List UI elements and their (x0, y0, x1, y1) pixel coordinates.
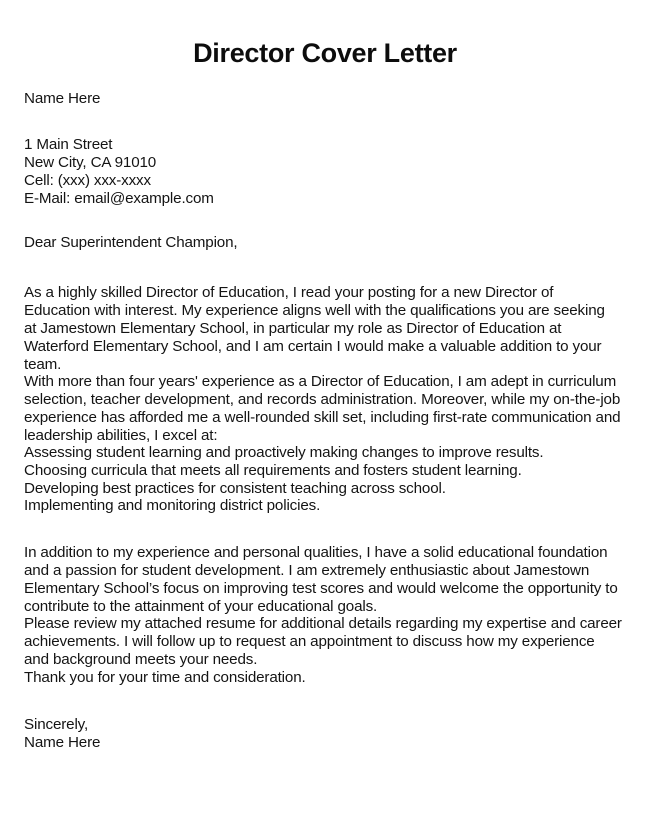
signature-name: Name Here (24, 734, 101, 751)
closing: Sincerely, (24, 716, 89, 733)
paragraph-line: Please review my attached resume for additional details regarding my expertise and career (24, 615, 622, 632)
paragraph-line: and a passion for student development. I am extremely enthusiastic about Jamestown (24, 562, 590, 579)
sender-cell: Cell: (xxx) xxx-xxxx (24, 172, 151, 189)
paragraph-line: contribute to the attainment of your educational goals. (24, 598, 378, 615)
paragraph-line: experience has afforded me a well-rounded skill set, including first-rate communication and (24, 409, 621, 426)
skill-item: Developing best practices for consistent teaching across school. (24, 480, 446, 497)
paragraph-line: at Jamestown Elementary School, in particular my role as Director of Education at (24, 320, 562, 337)
skill-item: Assessing student learning and proactively making changes to improve results. (24, 444, 544, 461)
sender-street: 1 Main Street (24, 136, 113, 153)
document-title: Director Cover Letter (193, 38, 457, 68)
paragraph-line: Education with interest. My experience aligns well with the qualifications you are seeking (24, 302, 605, 319)
paragraph-line: selection, teacher development, and records administration. Moreover, while my on-the-job (24, 391, 621, 408)
paragraph-line: leadership abilities, I excel at: (24, 427, 218, 444)
skill-item: Choosing curricula that meets all requirements and fosters student learning. (24, 462, 522, 479)
paragraph-line: In addition to my experience and personal qualities, I have a solid educational foundation (24, 544, 608, 561)
salutation: Dear Superintendent Champion, (24, 234, 238, 251)
paragraph-line: team. (24, 356, 62, 373)
paragraph-line: achievements. I will follow up to request an appointment to discuss how my experience (24, 633, 595, 650)
paragraph-line: With more than four years' experience as a Director of Education, I am adept in curriculum (24, 373, 617, 390)
paragraph-line: and background meets your needs. (24, 651, 258, 668)
skill-item: Implementing and monitoring district policies. (24, 497, 321, 514)
sender-name: Name Here (24, 90, 101, 107)
thanks-line: Thank you for your time and consideration. (24, 669, 306, 686)
sender-city-state-zip: New City, CA 91010 (24, 154, 157, 171)
sender-email: E-Mail: email@example.com (24, 190, 214, 207)
paragraph-line: Waterford Elementary School, and I am certain I would make a valuable addition to your (24, 338, 602, 355)
paragraph-line: As a highly skilled Director of Education, I read your posting for a new Director of (24, 284, 554, 301)
paragraph-line: Elementary School’s focus on improving test scores and would welcome the opportunity to (24, 580, 618, 597)
